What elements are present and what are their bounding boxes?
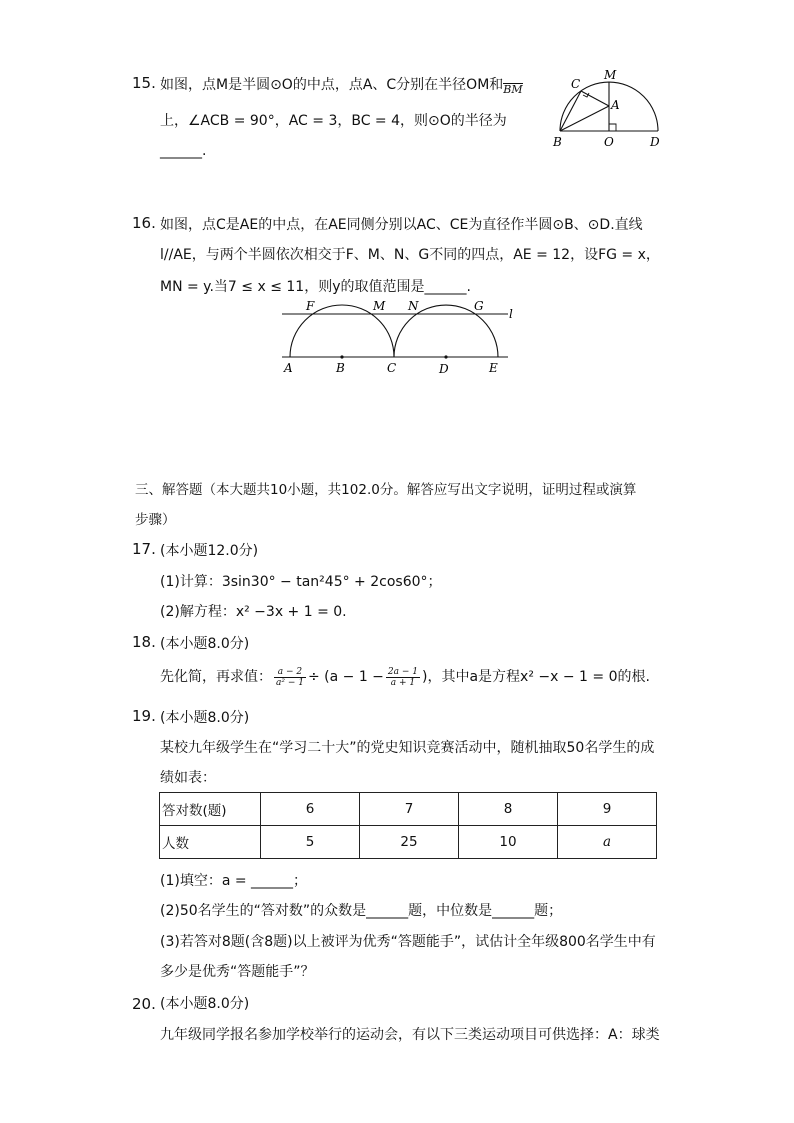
q19-points: (本小题8.0分): [160, 710, 250, 726]
q17-part1: (1)计算：3sin30° − tan²45° + 2cos60°；: [160, 574, 442, 590]
q19-intro-line1: 某校九年级学生在“学习二十大”的党史知识竞赛活动中，随机抽取50名学生的成: [160, 740, 655, 756]
q16-number: 16.: [132, 214, 156, 232]
q18-points: (本小题8.0分): [160, 636, 250, 652]
q18-middle: ÷ (a − 1 −: [307, 669, 384, 685]
q16-label-f: F: [306, 299, 315, 313]
q16-label-m: M: [373, 299, 386, 313]
table-cell: 6: [261, 793, 360, 826]
q17-points: (本小题12.0分): [160, 543, 259, 559]
q18-frac1-numerator: a − 2: [274, 667, 306, 678]
table-cell: a: [558, 826, 657, 859]
q16-line3: MN = y.当7 ≤ x ≤ 11，则y的取值范围是______.: [160, 279, 471, 295]
q16-label-d: D: [439, 362, 449, 376]
q19-part3-line2: 多少是优秀“答题能手”？: [160, 964, 315, 980]
q18-frac2-numerator: 2a − 1: [387, 666, 419, 677]
q19-part3-line1: (3)若答对8题(含8题)以上被评为优秀“答题能手”，试估计全年级800名学生中有: [160, 934, 656, 950]
q19-score-table: [159, 792, 657, 859]
q18-number: 18.: [132, 633, 156, 651]
q15-figure: [550, 66, 662, 150]
q18-suffix: )，其中a是方程x² −x − 1 = 0的根.: [422, 669, 650, 685]
q15-blank: ______: [160, 143, 202, 159]
q18-frac1-denominator: a² − 1: [276, 677, 304, 688]
q15-label-o: O: [604, 135, 614, 149]
q18-expression: [160, 662, 650, 692]
q16-label-g: G: [474, 299, 484, 313]
q16-label-l: l: [509, 307, 513, 321]
q16-figure: [278, 296, 518, 378]
q15-label-b: B: [553, 135, 562, 149]
q15-label-d: D: [650, 135, 660, 149]
q20-points: (本小题8.0分): [160, 996, 250, 1012]
table-cell: 25: [360, 826, 459, 859]
q16-center-d: [444, 355, 447, 358]
q16-label-b: B: [336, 361, 345, 375]
table-row: [160, 793, 657, 826]
q15-line2: 上，∠ACB = 90°，AC = 3，BC = 4，则⊙O的半径为: [160, 113, 507, 129]
q15-line1: [160, 74, 523, 94]
q15-right-angle-o: [609, 124, 616, 131]
q16-center-b: [340, 355, 343, 358]
table-cell: 10: [459, 826, 558, 859]
q18-fraction-1: [274, 667, 306, 688]
q16-line1: 如图，点C是AE的中点，在AE同侧分别以AC、CE为直径作半圆⊙B、⊙D.直线: [160, 217, 643, 233]
q17-number: 17.: [132, 540, 156, 558]
q17-part2: (2)解方程：x² −3x + 1 = 0.: [160, 604, 347, 620]
table-cell: 答对数(题): [160, 793, 261, 826]
q15-segment-ba: [560, 106, 609, 131]
q16-label-e: E: [489, 361, 498, 375]
table-row: [160, 826, 657, 859]
section3-heading-line1: 三、解答题（本大题共10小题，共102.0分。解答应写出文字说明，证明过程或演算: [135, 482, 637, 498]
q15-period: .: [202, 143, 207, 159]
q18-prefix: 先化简，再求值：: [160, 669, 272, 685]
q15-arc-bm: BM: [503, 83, 523, 96]
table-cell: 5: [261, 826, 360, 859]
q18-frac2-denominator: a + 1: [390, 677, 416, 688]
q20-line1: 九年级同学报名参加学校举行的运动会，有以下三类运动项目可供选择：A：球类: [160, 1027, 660, 1043]
table-cell: 人数: [160, 826, 261, 859]
q15-label-c: C: [571, 77, 581, 91]
table-cell: 9: [558, 793, 657, 826]
q16-line2: l//AE，与两个半圆依次相交于F、M、N、G不同的四点，AE = 12，设FG = x，: [160, 247, 660, 263]
q19-part2: (2)50名学生的“答对数”的众数是______题，中位数是______题；: [160, 903, 563, 919]
q16-label-n: N: [408, 299, 419, 313]
q15-segment-bc: [560, 91, 581, 131]
q15-label-a: A: [611, 98, 620, 112]
q19-intro-line2: 绩如表：: [160, 770, 216, 786]
q16-label-a: A: [284, 361, 293, 375]
table-cell: 7: [360, 793, 459, 826]
table-cell: 8: [459, 793, 558, 826]
q15-segment-ca: [581, 91, 609, 106]
q18-fraction-2: [386, 667, 420, 688]
section3-heading-line2: 步骤）: [135, 512, 176, 528]
q15-number: 15.: [132, 74, 156, 92]
q15-line1-text: 如图，点M是半圆⊙O的中点，点A、C分别在半径OM和: [160, 77, 504, 93]
q16-label-c: C: [387, 361, 397, 375]
q19-part1: (1)填空：a = ______；: [160, 873, 308, 889]
q15-label-m: M: [604, 68, 617, 82]
q15-line3: [160, 143, 206, 159]
q20-number: 20.: [132, 995, 156, 1013]
q19-number: 19.: [132, 707, 156, 725]
